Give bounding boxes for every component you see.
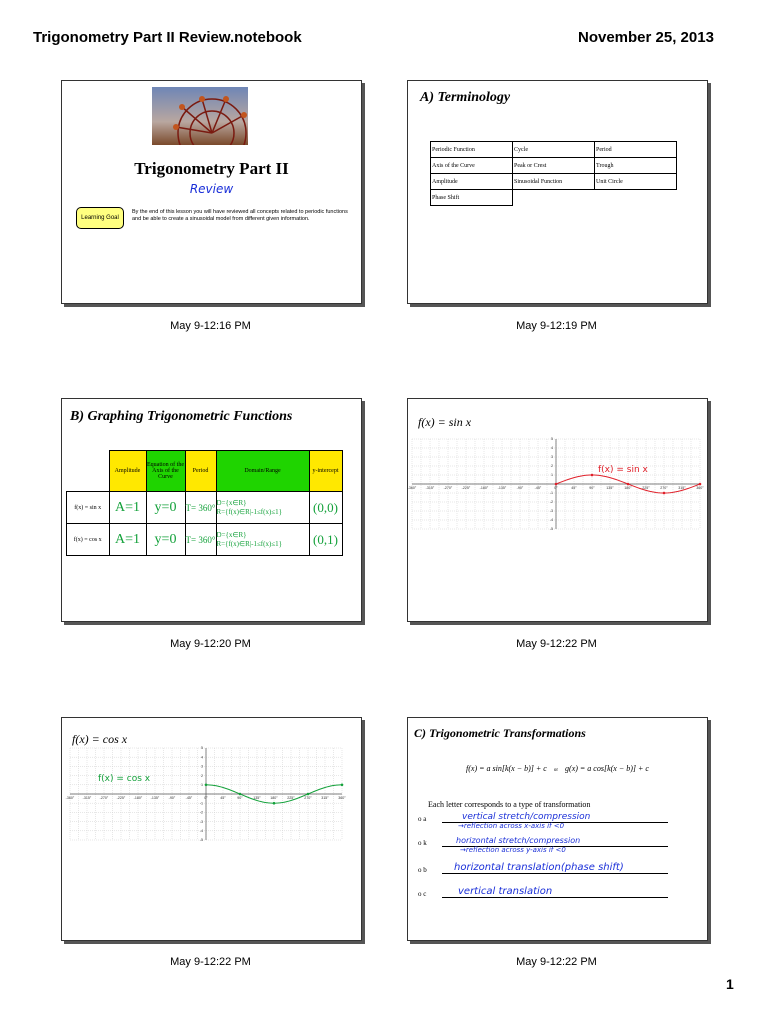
slide-heading: f(x) = sin x xyxy=(418,415,472,429)
transformation-formulas: f(x) = a sin[k(x − b)] + c or g(x) = a cos[k(x − b)] + c xyxy=(466,764,649,773)
x-tick-label: 360° xyxy=(338,796,346,800)
x-tick-label: 360° xyxy=(696,486,704,490)
letter-list xyxy=(418,812,698,912)
learning-goal-text: By the end of this lesson you will have reviewed all concepts related to periodic functions and be able to create a sinusoidal model from different given information. xyxy=(132,209,348,222)
y-tick-label: -5 xyxy=(199,838,203,843)
term-cell: Trough xyxy=(595,158,677,174)
term-cell: Axis of the Curve xyxy=(431,158,513,174)
list-item: o k horizontal stretch/compression →reflection across y-axis if <0 xyxy=(418,838,698,864)
x-tick-label: 180° xyxy=(270,796,278,800)
slide-heading: A) Terminology xyxy=(420,90,511,105)
term-cell: Peak or Crest xyxy=(513,158,595,174)
x-tick-label: 225° xyxy=(642,486,650,490)
slide-subtitle: Review xyxy=(189,182,234,196)
handwritten-cell: A=1 xyxy=(109,492,146,524)
x-tick-label: 0° xyxy=(554,486,558,490)
y-tick-label: -5 xyxy=(549,527,553,532)
data-point xyxy=(341,784,344,787)
slide-card[interactable] xyxy=(61,80,362,304)
y-tick-label: -1 xyxy=(549,491,553,496)
x-tick-label: 315° xyxy=(321,796,329,800)
handwritten-cell: (0,0) xyxy=(309,492,342,524)
x-tick-label: -135° xyxy=(497,486,507,490)
x-tick-label: -360° xyxy=(65,796,75,800)
x-tick-label: 180° xyxy=(624,486,632,490)
x-tick-label: -90° xyxy=(168,796,176,800)
y-tick-label: 5 xyxy=(551,437,553,442)
y-tick-label: 1 xyxy=(201,783,203,787)
slide-caption: May 9-12:20 PM xyxy=(170,638,251,650)
y-tick-label: 4 xyxy=(201,755,203,760)
handwritten-cell: T= 360° xyxy=(185,524,216,556)
x-tick-label: 0° xyxy=(204,796,208,800)
x-tick-label: -315° xyxy=(425,486,435,490)
y-tick-label: 4 xyxy=(551,446,553,451)
y-tick-label: 2 xyxy=(201,773,203,778)
y-tick-label: 1 xyxy=(551,473,553,478)
x-tick-label: -270° xyxy=(443,486,453,490)
x-tick-label: -315° xyxy=(82,796,92,800)
term-cell: Period xyxy=(595,142,677,158)
list-item: o b horizontal translation(phase shift) xyxy=(418,864,698,888)
x-tick-label: 270° xyxy=(304,796,312,800)
term-cell: Unit Circle xyxy=(595,174,677,190)
slide-card[interactable] xyxy=(61,717,362,941)
x-tick-label: 270° xyxy=(660,486,668,490)
y-tick-label: -1 xyxy=(199,801,203,806)
data-point xyxy=(663,492,666,495)
data-point xyxy=(205,784,208,787)
handwritten-cell: (0,1) xyxy=(309,524,342,556)
x-tick-label: -225° xyxy=(116,796,126,800)
slide-title: Trigonometry Part II xyxy=(134,159,289,178)
x-tick-label: -90° xyxy=(516,486,524,490)
handwritten-cell: D={x∈R} R={f(x)∈R|-1≤f(x)≤1} xyxy=(216,492,309,524)
x-tick-label: 225° xyxy=(287,796,295,800)
data-point xyxy=(307,793,310,796)
x-tick-label: 45° xyxy=(220,796,226,800)
slide-card[interactable] xyxy=(407,717,708,941)
x-tick-label: -45° xyxy=(185,796,193,800)
col-header: y-intercept xyxy=(309,451,342,492)
graph-annotation: f(x) = sin x xyxy=(598,465,648,475)
x-tick-label: 90° xyxy=(237,796,243,800)
cosine-graph xyxy=(62,718,361,940)
graphing-table xyxy=(66,450,343,556)
intro-text: Each letter corresponds to a type of transformation xyxy=(428,800,591,809)
table-row xyxy=(67,524,343,556)
term-cell: Cycle xyxy=(513,142,595,158)
x-tick-label: -135° xyxy=(150,796,160,800)
term-cell: Amplitude xyxy=(431,174,513,190)
data-point xyxy=(239,793,242,796)
handwritten-cell: y=0 xyxy=(146,524,185,556)
x-tick-label: 135° xyxy=(606,486,614,490)
handwritten-cell: y=0 xyxy=(146,492,185,524)
terminology-table xyxy=(430,141,677,206)
slide-caption: May 9-12:16 PM xyxy=(170,320,251,332)
x-tick-label: 135° xyxy=(253,796,261,800)
col-header: Domain/Range xyxy=(216,451,309,492)
y-tick-label: -3 xyxy=(199,819,203,824)
term-cell: Sinusoidal Function xyxy=(513,174,595,190)
table-row xyxy=(67,492,343,524)
page-number: 1 xyxy=(726,976,734,992)
handwritten-cell: T= 360° xyxy=(185,492,216,524)
ferris-wheel-photo xyxy=(152,87,248,145)
notebook-date: November 25, 2013 xyxy=(578,29,714,46)
sine-graph xyxy=(408,399,707,621)
data-point xyxy=(627,483,630,486)
func-cell: f(x) = cos x xyxy=(67,524,110,556)
graph-annotation: f(x) = cos x xyxy=(98,774,151,784)
y-tick-label: 3 xyxy=(201,764,203,769)
list-item: o a vertical stretch/compression →reflection across x-axis if <0 xyxy=(418,812,698,838)
list-item: o c vertical translation xyxy=(418,888,698,912)
slide-caption: May 9-12:19 PM xyxy=(516,320,597,332)
slide-card[interactable] xyxy=(407,80,708,304)
notebook-title: Trigonometry Part II Review.notebook xyxy=(33,29,302,46)
y-tick-label: 5 xyxy=(201,746,203,751)
x-tick-label: 90° xyxy=(589,486,595,490)
x-tick-label: -360° xyxy=(408,486,417,490)
col-header: Period xyxy=(185,451,216,492)
x-tick-label: 315° xyxy=(678,486,686,490)
col-header: Equation of the Axis of the Curve xyxy=(146,451,185,492)
data-point xyxy=(699,483,702,486)
slide-heading: C) Trigonometric Transformations xyxy=(414,726,586,740)
y-tick-label: -3 xyxy=(549,509,553,514)
learning-goal-badge: Learning Goal xyxy=(76,207,124,229)
y-tick-label: 3 xyxy=(551,455,553,460)
slide-caption: May 9-12:22 PM xyxy=(516,638,597,650)
y-tick-label: 2 xyxy=(551,464,553,469)
data-point xyxy=(591,474,594,477)
data-point xyxy=(555,483,558,486)
handwritten-cell: D={x∈R} R={f(x)∈R|-1≤f(x)≤1} xyxy=(216,524,309,556)
y-tick-label: -2 xyxy=(199,810,203,815)
y-tick-label: -4 xyxy=(549,518,553,523)
x-tick-label: -225° xyxy=(461,486,471,490)
col-header: Amplitude xyxy=(109,451,146,492)
slide-card[interactable] xyxy=(61,398,362,622)
x-tick-label: -180° xyxy=(133,796,143,800)
slide-caption: May 9-12:22 PM xyxy=(516,956,597,968)
data-point xyxy=(273,802,276,805)
slide-caption: May 9-12:22 PM xyxy=(170,956,251,968)
slide-card[interactable] xyxy=(407,398,708,622)
y-tick-label: -4 xyxy=(199,829,203,833)
x-tick-label: -180° xyxy=(479,486,489,490)
x-tick-label: -45° xyxy=(534,486,542,490)
handwritten-cell: A=1 xyxy=(109,524,146,556)
func-cell: f(x) = sin x xyxy=(67,492,110,524)
y-tick-label: -2 xyxy=(549,500,553,505)
term-cell: Phase Shift xyxy=(431,190,513,206)
term-cell: Periodic Function xyxy=(431,142,513,158)
x-tick-label: 45° xyxy=(571,486,577,490)
slide-heading: f(x) = cos x xyxy=(72,732,128,746)
slide-heading: B) Graphing Trigonometric Functions xyxy=(70,409,293,424)
x-tick-label: -270° xyxy=(99,796,109,800)
